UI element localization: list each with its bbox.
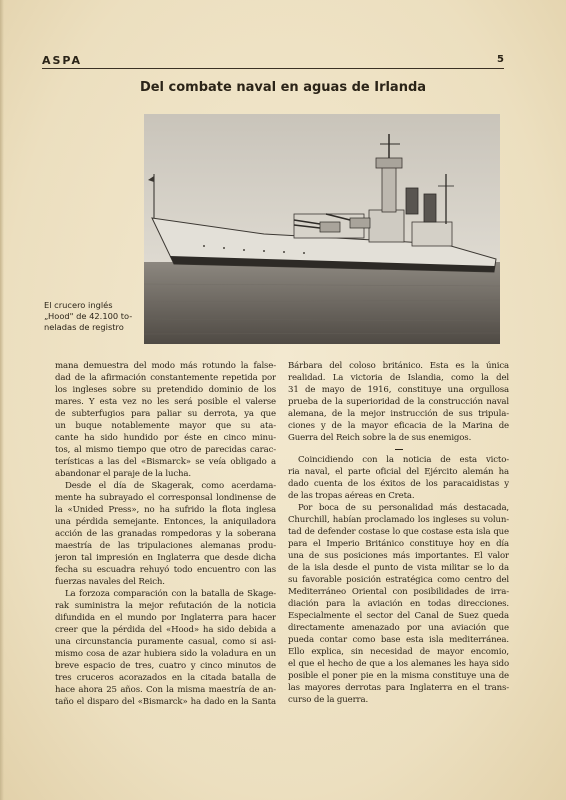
text-line: terísticas a las del «Bismarck» se veía obligado a bbox=[55, 457, 276, 467]
text-line: prueba de la superioridad de la construcción naval bbox=[288, 397, 509, 407]
article-title: Del combate naval en aguas de Irlanda bbox=[139, 80, 427, 95]
text-line: breve espacio de tres, cuatro y cinco minutos de bbox=[55, 661, 276, 671]
text-line: una de sus posiciones más importantes. El valor bbox=[288, 551, 509, 561]
text-line: Desde el día de Skagerak, como acerdama- bbox=[65, 481, 276, 491]
left-column bbox=[55, 360, 276, 708]
text-line: abandonar el paraje de la lucha. bbox=[55, 469, 191, 479]
text-line: fuerzas navales del Reich. bbox=[55, 577, 165, 587]
text-line: pueda contar como base esta isla mediterránea. bbox=[288, 635, 509, 645]
caption-line: El crucero inglés bbox=[44, 300, 113, 310]
text-line: Mediterráneo Oriental con posibilidades de irra- bbox=[288, 587, 509, 597]
text-line: para el Imperio Británico constituye hoy en día bbox=[288, 539, 509, 549]
photo-caption bbox=[44, 300, 140, 333]
text-line: Especialmente el sector del Canal de Suez queda bbox=[288, 611, 509, 621]
text-line: ciones y de la mayor eficacia de la Marina de bbox=[288, 421, 509, 431]
text-line: cante ha sido hundido por éste en cinco minu- bbox=[55, 433, 276, 443]
text-line: una circunstancia puramente casual, como si asi- bbox=[55, 637, 276, 647]
caption-line: „Hood" de 42.100 to- bbox=[44, 311, 133, 321]
text-line: jeron tal impresión en Inglaterra que desde dicha bbox=[55, 553, 276, 563]
text-line: de la isla desde el punto de vista militar se lo da bbox=[288, 563, 509, 573]
text-line: mismo cosa de azar hubiera sido la voladura en un bbox=[55, 649, 276, 659]
text-line: diación para la aviación en todas direcciones. bbox=[288, 599, 509, 609]
text-line: Guerra del Reich sobre la de sus enemigos. bbox=[288, 433, 472, 443]
text-line: el que el hecho de que a los alemanes les haya sido bbox=[288, 659, 509, 669]
text-line: creer que la pérdida del «Hood» ha sido debida a bbox=[55, 625, 276, 635]
text-line: dado cuenta de los éxitos de los paracaidistas y bbox=[288, 479, 509, 489]
text-line: Ello explica, sin necesidad de mayor encomio, bbox=[288, 647, 509, 657]
text-line: Churchill, habían proclamado los ingleses su volun- bbox=[288, 515, 509, 525]
text-line: Por boca de su personalidad más destacada, bbox=[298, 503, 509, 513]
text-line: su favorable posición estratégica como centro del bbox=[288, 575, 509, 585]
ship-photo bbox=[144, 114, 500, 344]
text-line: fecha su escuadra rehuyó todo encuentro con las bbox=[55, 565, 276, 575]
text-line: una pérdida semejante. Entonces, la aniquiladora bbox=[55, 517, 276, 527]
text-line: realidad. La victoria de Islandia, como la del bbox=[288, 373, 509, 383]
header-rule bbox=[42, 68, 504, 69]
text-line: posible el poner pie en la misma constituye una de bbox=[288, 671, 509, 681]
text-line: difundida en el mundo por Inglaterra para hacer bbox=[55, 613, 276, 623]
text-line: alemana, de la mejor instrucción de sus tripula- bbox=[288, 409, 509, 419]
text-line: los ingleses sobre su pretendido dominio de los bbox=[55, 385, 276, 395]
text-line: directamente amenazado por una aviación que bbox=[288, 623, 509, 633]
text-line: mente ha subrayado el corresponsal londinense de bbox=[55, 493, 276, 503]
magazine-name: ASPA bbox=[42, 54, 83, 67]
text-line: Bárbara del coloso británico. Esta es la única bbox=[288, 361, 509, 371]
text-line: tos, al mismo tiempo que otro de parecidas carac- bbox=[55, 445, 276, 455]
text-line: de subterfugios para paliar su derrota, ya que bbox=[55, 409, 276, 419]
text-line: la «Unided Press», no ha sufrido la flota inglesa bbox=[55, 505, 276, 515]
section-separator bbox=[288, 444, 509, 454]
text-line: de las tropas aéreas en Creta. bbox=[288, 491, 415, 501]
text-line: hace ahora 25 años. Con la misma maestría de an- bbox=[55, 685, 276, 695]
page-binding-edge bbox=[0, 0, 4, 800]
text-line: La forzoza comparación con la batalla de Skage- bbox=[65, 589, 276, 599]
text-line: maestría de las tripulaciones alemanas produ- bbox=[55, 541, 276, 551]
text-line: tres cruceros acorazados en la citada batalla de bbox=[55, 673, 276, 683]
text-line: mana demuestra del modo más rotundo la false- bbox=[55, 361, 276, 371]
right-column bbox=[288, 360, 509, 706]
text-line: taño el disparo del «Bismarck» ha dado en la Santa bbox=[55, 697, 276, 707]
text-line: ria naval, el parte oficial del Ejército alemán ha bbox=[288, 467, 509, 477]
text-line: Coincidiendo con la noticia de esta victo- bbox=[298, 455, 509, 465]
caption-line: neladas de registro bbox=[44, 322, 124, 332]
text-line: rak suministra la mejor refutación de la noticia bbox=[55, 601, 276, 611]
text-line: tad de defender costase lo que costase esta isla que bbox=[288, 527, 509, 537]
text-line: dad de la afirmación constantemente repetida por bbox=[55, 373, 276, 383]
battlecruiser-image bbox=[144, 114, 500, 344]
text-line: mares. Y esta vez no les será posible el valerse bbox=[55, 397, 276, 407]
text-line: las mayores derrotas para Inglaterra en el trans- bbox=[288, 683, 509, 693]
text-line: curso de la guerra. bbox=[288, 695, 369, 705]
text-line: un buque notablemente mayor que su ata- bbox=[55, 421, 276, 431]
text-line: 31 de mayo de 1916, constituye una orgullosa bbox=[288, 385, 509, 395]
text-line: acción de las granadas rompedoras y la soberana bbox=[55, 529, 276, 539]
page-number: 5 bbox=[497, 54, 504, 65]
